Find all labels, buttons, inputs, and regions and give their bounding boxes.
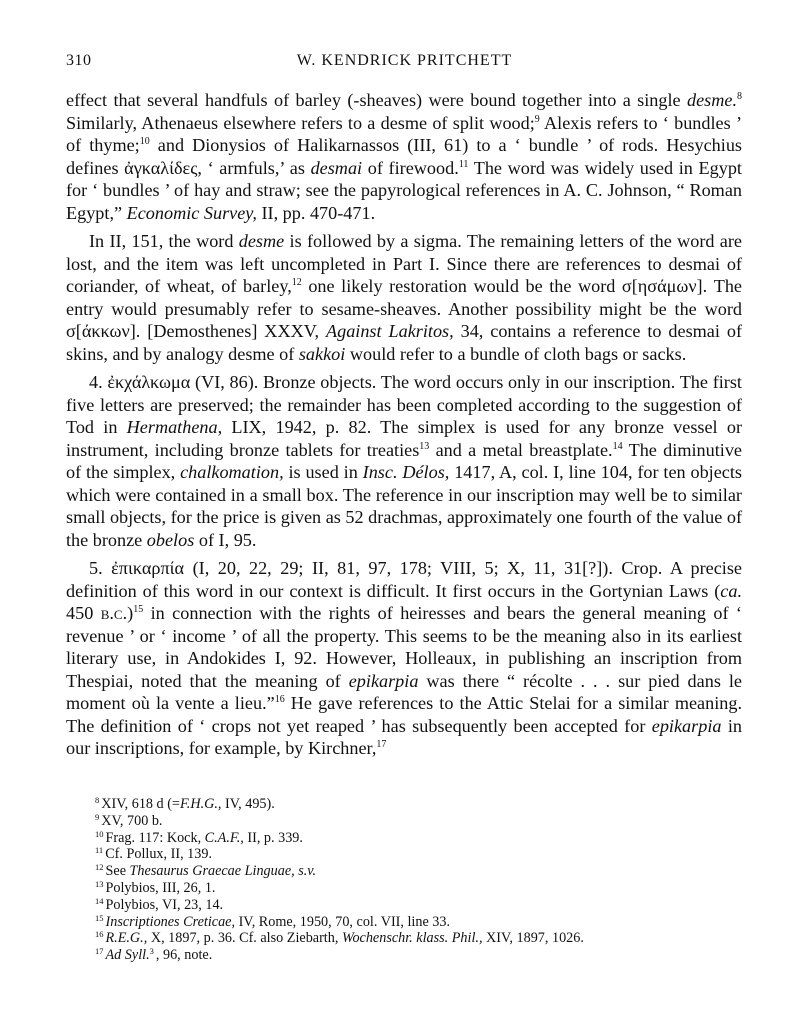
- footnote-15: $^{15}$ Inscriptiones Creticae, IV, Rome, 1950, 70, col. VII, line 33.: [95, 912, 451, 930]
- footnote-16: $^{16}$ R.E.G., X, 1897, p. 36. Cf. also Ziebarth, Wochenschr. klass. Phil., XIV, 1897, 1026.: [95, 929, 584, 947]
- footnote-10: $^{10}$ Frag. 117: Kock, C.A.F., II, p. 339.: [95, 828, 303, 846]
- footnote-8: $^8$ XIV, 618 d (=F.H.G., IV, 495).: [95, 795, 275, 812]
- page-number: 310: [66, 52, 92, 69]
- page-header: [66, 52, 743, 74]
- paragraph-ekchalkoma: 4. ἐκχάλκωμα (VI, 86). Bronze objects. The word occurs only in our inscription. The first five letters are preserved; the remainder has been completed according to the suggestion of Tod in Hermathena, LIX, 1942, p. 82. The simplex is used for any bronze vessel or instrument, including bronze tablets for treaties$^{13}$ and a metal breastplate.$^{14}$ The diminutive of the simplex, chalkomation, is used in Insc. Délos, 1417, A, col. I, line 104, for ten objects which were contained in a small box. The reference in our inscription may well be to similar small objects, for the price is given as 52 drachmas, approximately one fourth of the value of the bronze obelos of I, 95.: [66, 372, 743, 550]
- footnote-11: $^{11}$ Cf. Pollux, II, 139.: [95, 845, 212, 863]
- footnote-9: $^9$ XV, 700 b.: [95, 811, 163, 829]
- footnote-14: $^{14}$ Polybios, VI, 23, 14.: [95, 895, 224, 913]
- footnote-13: $^{13}$ Polybios, III, 26, 1.: [95, 878, 216, 896]
- running-head: W. KENDRICK PRITCHETT: [296, 52, 513, 69]
- paragraph-epikarpia: 5. ἐπικαρπία (I, 20, 22, 29; II, 81, 97, 178; VIII, 5; X, 11, 31[?]). Crop. A precise definition of this word in our context is difficult. It first occurs in the Gortynian Laws (ca. 450 b.c.)$^{15}$ in connection with the rights of heiresses and bears the general meaning of ‘ revenue ’ or ‘ income ’ of all the property. This seems to be the meaning also in its earliest literary use, in Andokides I, 92. However, Holleaux, in publishing an inscription from Thespiai, noted that the meaning of epikarpia was there “ récolte . . . sur pied dans le moment où la vente a lieu.”$^{16}$ He gave references to the Attic Stelai for a similar meaning. The definition of ‘ crops not yet reaped ’ has subsequently been accepted for epikarpia in our inscriptions, for example, by Kirchner,$^{17}$: [66, 558, 743, 758]
- footnotes: [95, 796, 735, 964]
- paragraph-desme-bundles: effect that several handfuls of barley (-sheaves) were bound together into a single desme.$^8$ Similarly, Athenaeus elsewhere refers to a desme of split wood;$^9$ Alexis refers to ‘ bundles ’ of thyme;$^{10}$ and Dionysios of Halikarnassos (III, 61) to a ‘ bundle ’ of rods. Hesychius defines ἀγκαλίδες, ‘ armfuls,’ as desmai of firewood.$^{11}$ The word was widely used in Egypt for ‘ bundles ’ of hay and straw; see the papyrological references in A. C. Johnson, “ Roman Egypt,” Economic Survey, II, pp. 470-471.: [66, 90, 742, 223]
- paragraph-desme-sigma: In II, 151, the word desme is followed by a sigma. The remaining letters of the word are lost, and the item was left uncompleted in Part I. Since there are references to desmai of coriander, of wheat, of barley,$^{12}$ one likely restoration would be the word σ[ησάμων]. The entry would presumably refer to sesame-sheaves. Another possibility might be the word σ[άκκων]. [Demosthenes] XXXV, Against Lakritos, 34, contains a reference to desmai of skins, and by analogy desme of sakkoi would refer to a bundle of cloth bags or sacks.: [66, 231, 743, 364]
- body-text: [66, 89, 742, 760]
- footnote-12: $^{12}$ See Thesaurus Graecae Linguae, s.v.: [95, 862, 317, 880]
- footnote-17: $^{17}$ Ad Syll.$^3$ , 96, note.: [95, 946, 213, 964]
